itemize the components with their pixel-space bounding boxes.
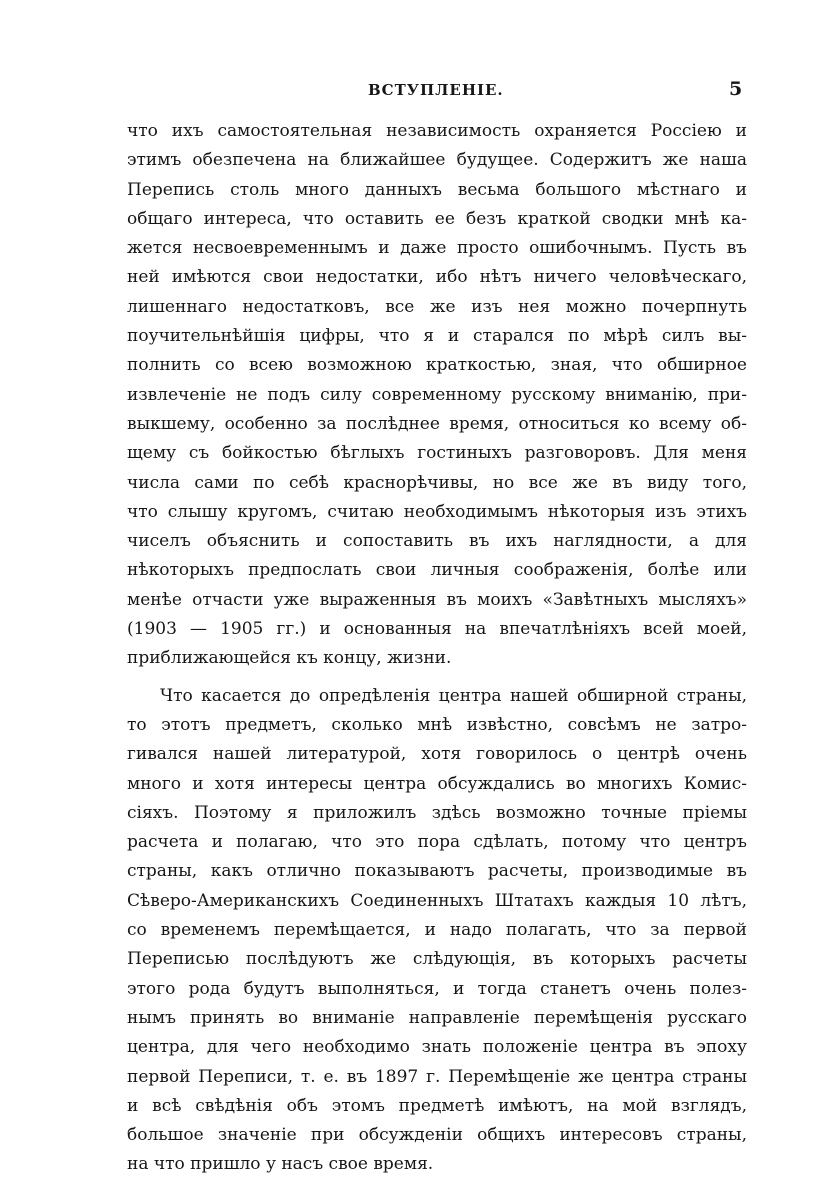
text-line: общаго интереса, что оставить ее безъ краткой сводки мнѣ ка- bbox=[127, 208, 747, 229]
text-line: полнить со всею возможною краткостью, зная, что обширное bbox=[127, 355, 747, 376]
text-line: поучительнѣйшія цифры, что я и старался по мѣрѣ силъ вы- bbox=[127, 326, 747, 347]
text-line: этого рода будутъ выполняться, и тогда станетъ очень полез- bbox=[127, 978, 747, 999]
text-line: расчета и полагаю, что это пора сдѣлать, потому что центръ bbox=[127, 832, 747, 853]
text-line: центра, для чего необходимо знать положеніе центра въ эпоху bbox=[127, 1037, 747, 1058]
text-line: ней имѣются свои недостатки, ибо нѣтъ ничего человѣческаго, bbox=[127, 267, 747, 288]
text-line: Что касается до опредѣленія центра нашей обширной страны, bbox=[160, 685, 747, 706]
running-title: ВСТУПЛЕНІЕ. bbox=[368, 81, 504, 99]
text-line: Переписью послѣдуютъ же слѣдующія, въ которыхъ расчеты bbox=[127, 949, 747, 970]
text-line: Сѣверо-Американскихъ Соединенныхъ Штатахъ каждыя 10 лѣтъ, bbox=[127, 890, 747, 911]
text-line: что ихъ самостоятельная независимость охраняется Россіею и bbox=[127, 121, 747, 141]
text-line: лишеннаго недостатковъ, все же изъ нея можно почерпнуть bbox=[127, 296, 747, 317]
paragraph-gap bbox=[127, 674, 747, 682]
text-line: большое значеніе при обсужденіи общихъ интересовъ страны, bbox=[127, 1125, 747, 1146]
text-line: щему съ бойкостью бѣглыхъ гостиныхъ разговоровъ. Для меня bbox=[127, 443, 747, 464]
body-text bbox=[127, 117, 747, 1180]
text-line: извлеченіе не подъ силу современному русскому вниманію, при- bbox=[127, 384, 747, 405]
running-head bbox=[0, 80, 840, 102]
text-line: первой Переписи, т. е. въ 1897 г. Перемѣщеніе же центра страны bbox=[127, 1066, 747, 1087]
text-line: (1903 — 1905 гг.) и основанныя на впечатлѣніяхъ всей моей, bbox=[127, 619, 747, 640]
text-line: приближающейся къ концу, жизни. bbox=[127, 648, 452, 669]
text-line: чиселъ объяснить и сопоставить въ ихъ наглядности, а для bbox=[127, 531, 747, 552]
text-line: и всѣ свѣдѣнія объ этомъ предметѣ имѣютъ, на мой взглядъ, bbox=[127, 1095, 747, 1116]
text-line: этимъ обезпечена на ближайшее будущее. Содержитъ же наша bbox=[127, 150, 747, 171]
text-line: сіяхъ. Поэтому я приложилъ здѣсь возможно точные пріемы bbox=[127, 802, 747, 823]
text-line: Перепись столь много данныхъ весьма большого мѣстнаго и bbox=[127, 179, 747, 200]
text-line: нѣкоторыхъ предпослать свои личныя соображенія, болѣе или bbox=[127, 560, 747, 581]
text-line: менѣе отчасти уже выраженныя въ моихъ «Завѣтныхъ мысляхъ» bbox=[127, 589, 747, 610]
text-line: со временемъ перемѣщается, и надо полагать, что за первой bbox=[127, 920, 747, 941]
text-line: что слышу кругомъ, считаю необходимымъ нѣкоторыя изъ этихъ bbox=[127, 501, 747, 522]
text-line: гивался нашей литературой, хотя говорилось о центрѣ очень bbox=[127, 744, 747, 765]
text-line: страны, какъ отлично показываютъ расчеты, производимые въ bbox=[127, 861, 747, 882]
paragraph-1 bbox=[127, 117, 747, 674]
page-number: 5 bbox=[729, 78, 743, 100]
text-line: жется несвоевременнымъ и даже просто ошибочнымъ. Пусть въ bbox=[127, 238, 747, 259]
text-line: выкшему, особенно за послѣднее время, относиться ко всему об- bbox=[127, 413, 747, 434]
text-line: числа сами по себѣ краснорѣчивы, но все же въ виду того, bbox=[127, 472, 747, 493]
text-line: много и хотя интересы центра обсуждались во многихъ Комис- bbox=[127, 773, 747, 794]
text-line: нымъ принять во вниманіе направленіе перемѣщенія русскаго bbox=[127, 1007, 747, 1028]
paragraph-2 bbox=[127, 682, 747, 1180]
text-line: на что пришло у насъ свое время. bbox=[127, 1154, 434, 1175]
text-line: то этотъ предметъ, сколько мнѣ извѣстно, совсѣмъ не затро- bbox=[127, 714, 747, 735]
